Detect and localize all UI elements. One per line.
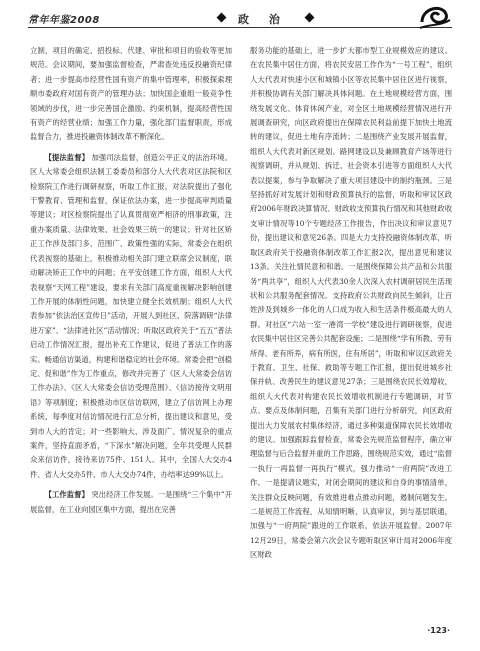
- paragraph-body: 突出经济工作发展。一是围绕“三个集中”开展监督，在工业向园区集中方面，提出在完善: [30, 490, 232, 514]
- page-number: ·123·: [427, 626, 450, 635]
- section-title: 政 治: [238, 13, 288, 26]
- page-header: [28, 8, 452, 32]
- section-heading: 【工作监督】: [44, 490, 89, 500]
- yearbook-title: 常年年鉴2008: [28, 15, 100, 26]
- diamond-icon: [217, 13, 227, 23]
- paragraph: [30, 151, 232, 482]
- paragraph: 立制，项目的确定、招投标、代建、审批和项目的验收等更加规范。会议期间，要加强监督检查，严肃查处违反投融资纪律者；进一步提高市经营性国有资产的集中管理率，积极探索理顺市委政府对国有资产的管理办法；加快国企重组一般竞争性领域的步伐，进一步完善国企激励、约束机制，提高经营性国有资产的经营业绩；加强工作力量，强化部门监督职责，形成监督合力，推进投融资体制改革不断深化。: [30, 46, 232, 142]
- left-column: [30, 44, 232, 517]
- diamond-icon: [305, 13, 315, 23]
- paragraph: [30, 488, 232, 517]
- right-column: [250, 44, 452, 563]
- paragraph-body: 加强司法监督，创造公平正义的法治环境。区人大常委会组织法制工委委员和部分人大代表对区法院和区检察院工作进行调研视察，听取工作汇报，对法院提出了强化干警教育、管理和监督，保证依法办案，进一步提高审判质量等建议；对区检察院提出了认真贯彻宽严相济的刑事政策，注重办案质量、法律效果、社会效果三统一的建议；针对社区矫正工作涉及部门多、范围广、政策性强的实际，常委会在组织代表视察的基础上，积极推动相关部门建立联席会议制度，联动解决矫正工作中的问题；在平安创建工作方面，组织人大代表视察“天网工程”建设，要求有关部门高度重视解决影响创建工作开展的体制性问题，加快建立健全长效机制；组织人大代表参加“依法治区宣传日”活动，开展人到社区、院落调研“法律进万家”、“法律进社区”活动情况；听取区政府关于“五五”普法启动工作情况汇报，提出补充工作建议，促进了普法工作的落实。畅通信访渠道，构建和谐稳定的社会环境。常委会把“创稳定、促和谐”作为工作重点，修改并完善了《区人大常委会信访工作办法》、《区人大常委会信访受理范围》、《信访接待文明用语》等项制度；积极推动市区信访联网，建立了信访网上办理系统，每季度对信访情况进行汇总分析，提出建议和意见，受到市人大的肯定；对一些影响大、涉及面广、情况复杂的重点案件，坚持直面矛盾，“下深水”解决问题，全年共受理人民群众来信访件，接待来访75件、151人。其中，全国人大交办4件、省人大交办5件、市人大交办74件，办结率达99%以上。: [30, 152, 233, 479]
- section-heading: 【提法监督】: [44, 152, 90, 162]
- header-rule: [28, 27, 452, 28]
- paragraph: 服务功能的基础上，进一步扩大都市型工业规模效应的建议。在农民集中居住方面，将农民安居工作作为“一号工程”，组织人大代表对快速小区和城镇小区等农民集中居住区进行视察，并积极协调有关部门解决具体问题。在土地规模经营方面，围绕发展文化、体育休闲产业，对全区土地规模经营情况进行开展调查研究，向区政府提出在保障农民利益前提下加快土地流转的建议，促进土地有序流转；二是围绕产业发展开展监督，组织人大代表对新区规划、路网建设以及兼顾教育产场等进行视察调研，并从规划、拆迁、社会资本引进等方面组织人大代表以提案，参与争取解决了重大项目建设中的制约瓶颈。三是坚持抓好对发展计划和财政预算执行的监督，听取和审议区政府2006年财政决算情况、财政收支预算执行情况和其他财政收支审计情况等10个专题经济工作报告，作出决议和审议意见7份，提出建议和意见26条。四是大力支持投融资体制改革，听取区政府关于投融资体制改革工作汇报2次，提出意见和建议13条。关注社情民意和和谐。一是围绕保障公共产品和公共服务“两共享”，组织人大代表30余人次深入农村调研居民生活现状和公共服务配套情况。支持政府公共财政向民生倾斜，让百姓涉及到城乡一体化的人口成为收入和生活条件极高最大的人群。对社区“六站一室一港湾一学校”建设进行调研视察，促进农民集中居住区完善公共配套设施；二是围绕“学有所教、劳有所得、老有所养，病有所医，住有所居”，听取和审议区政府关于教育、卫生、社保、救助等专题工作汇报，提出促进城乡社保并轨、改善民生的建议意见27条；三是围绕农民长效增收，组织人大代表对构建农民长效增收机制进行专题调研，对节点、要点及体制问题，召集有关部门进行分析研究，向区政府提出大力发展农村集体经济，通过多种渠道保障农民长效增收的建议。加强跟踪监督检查，常委会先规范监督程序，确立审理监督与后合监督并重的工作思路，围绕规范实效，通过“监督一执行一再监督一再执行”模式，强力推动“一府两院”改进工作。一是提请议题实，对闭会期间的建议和自身的事情清单，关注群众反映问题，有效推进难点推动问题，遏制问题发生。二是规范工作流程，从知情明晰、认真审议，到与基层联通，加强与“一府两院”跟进的工作联系，依法开展监督。2007年12月29日，常委会第六次会议专题听取区审计局对2006年度区财政: [250, 46, 452, 560]
- swirl-logo-icon: [418, 2, 452, 30]
